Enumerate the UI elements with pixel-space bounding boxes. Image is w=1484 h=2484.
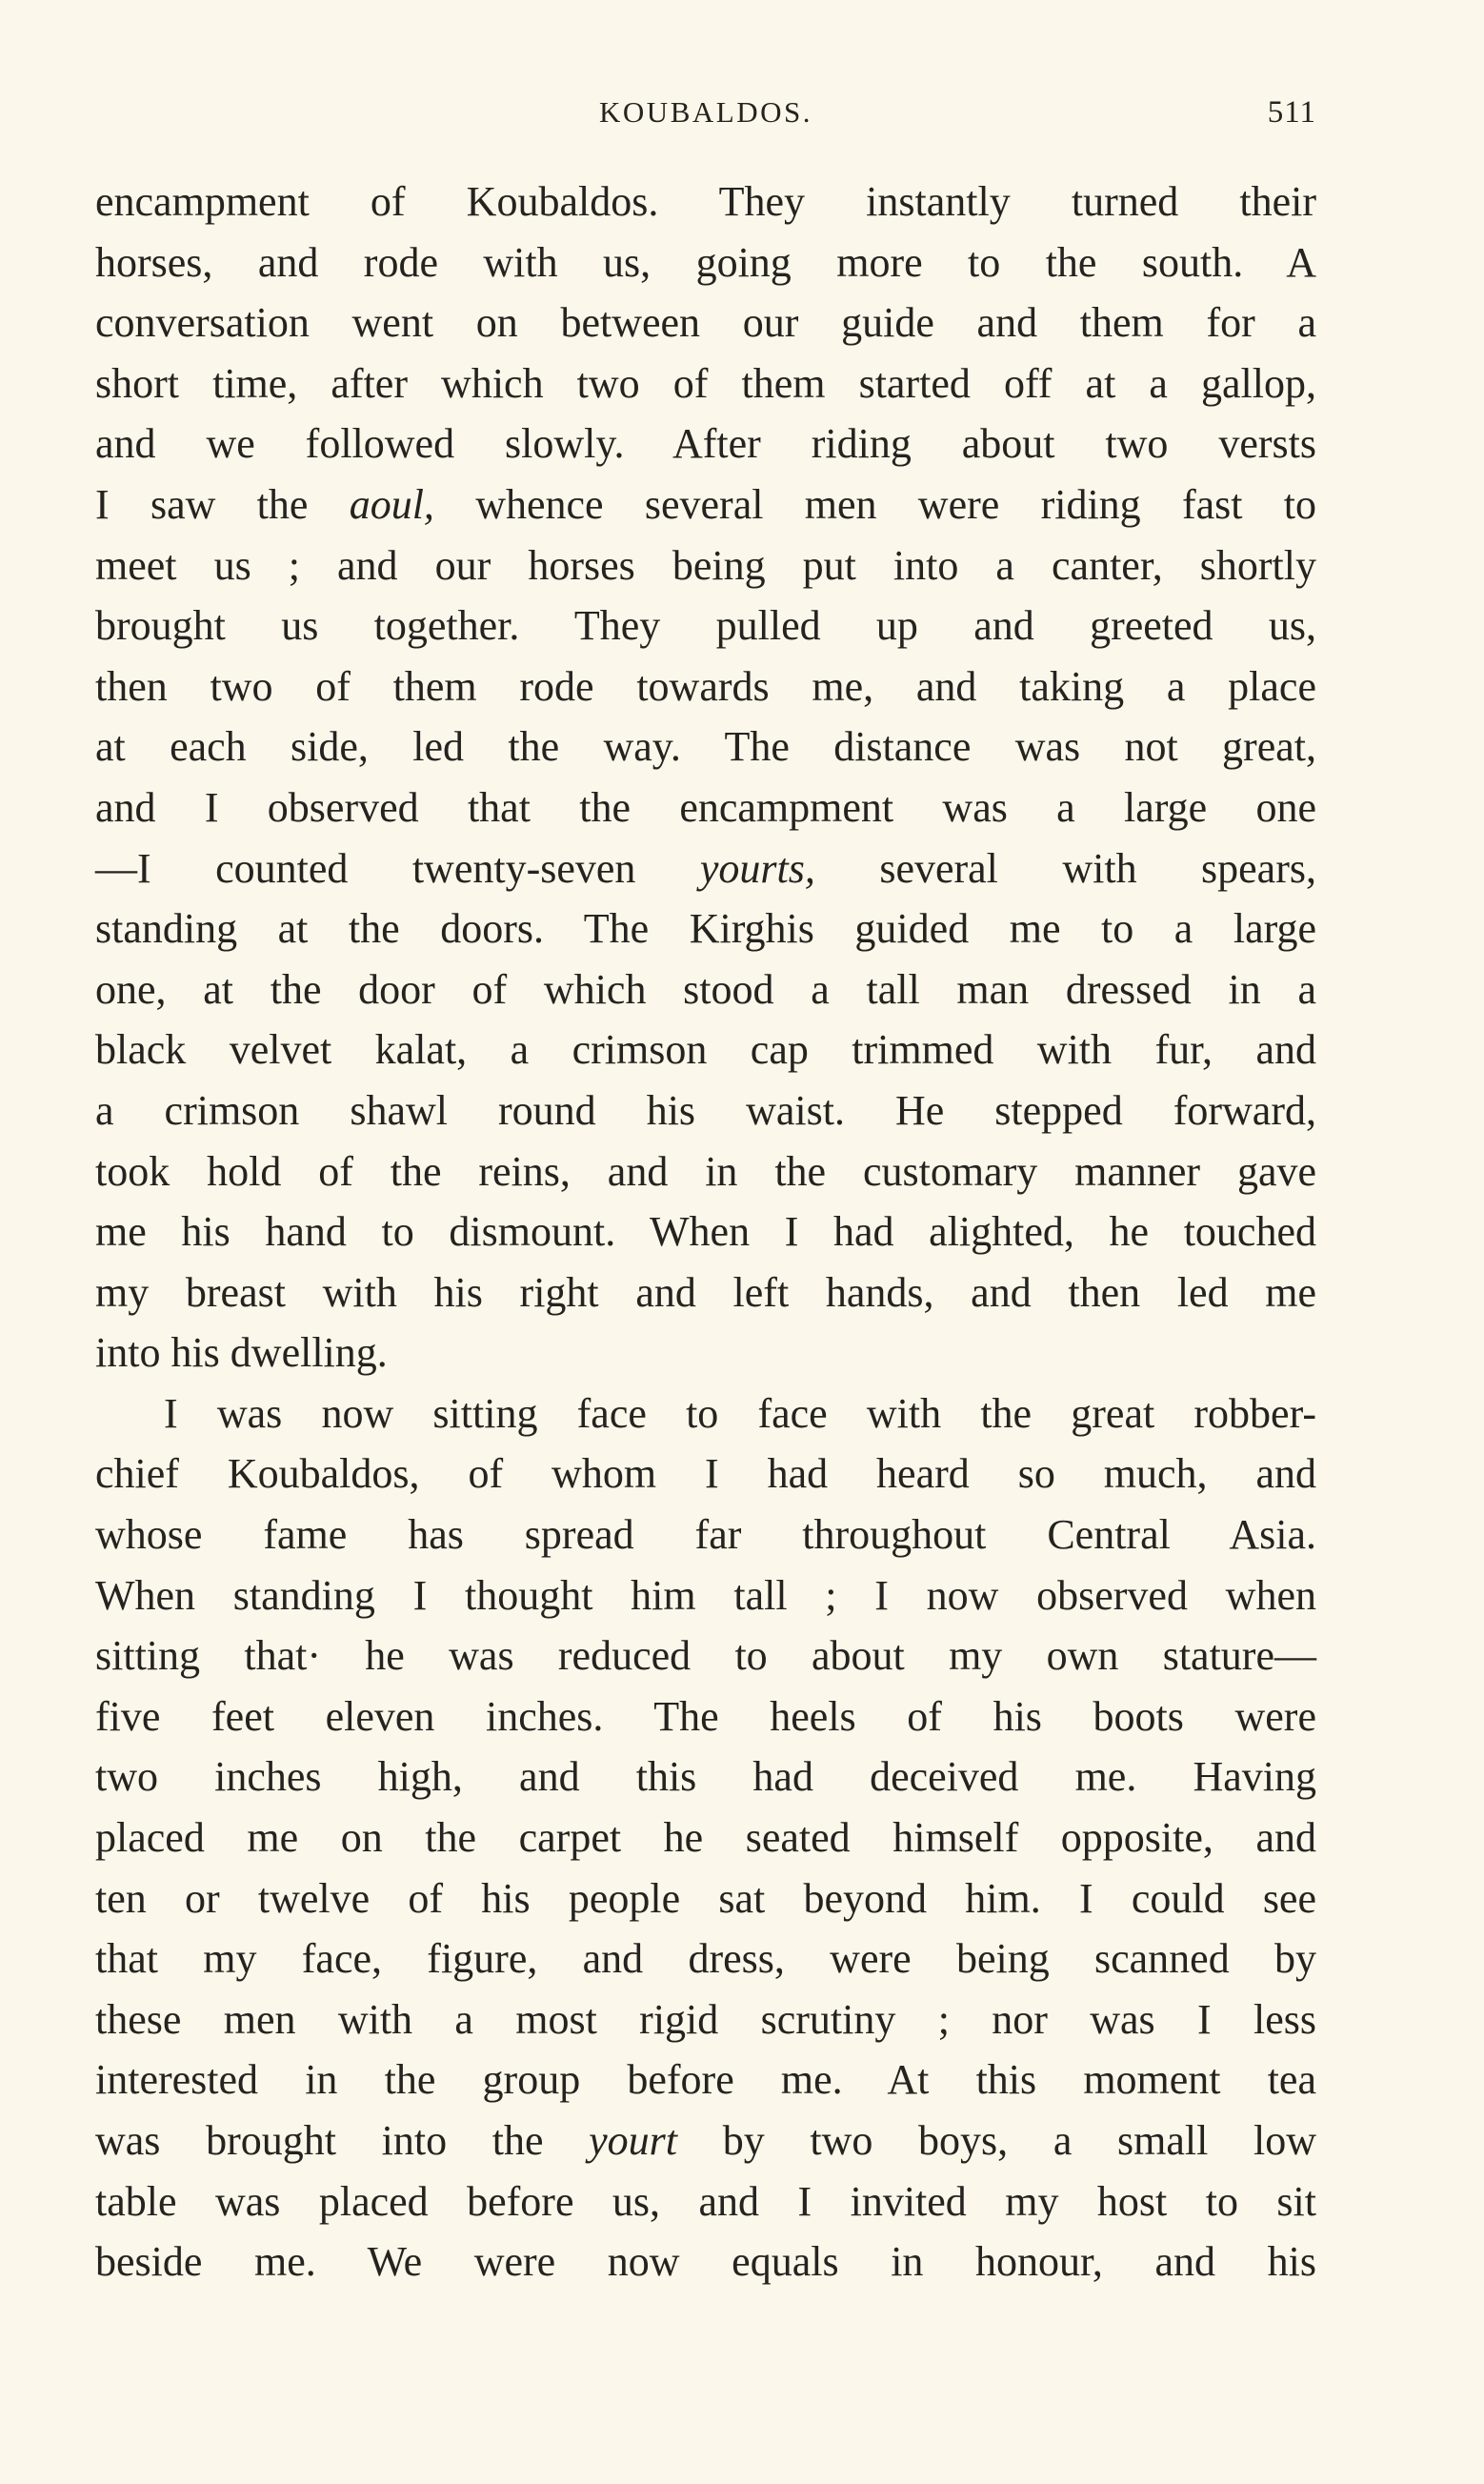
text-line: When standing I thought him tall ; I now observed when <box>95 1571 1316 1619</box>
text-line: brought us together. They pulled up and greeted us, <box>95 602 1316 650</box>
italic-word: yourts, <box>699 844 815 892</box>
text-line: meet us ; and our horses being put into a canter, shortly <box>95 541 1316 589</box>
text-line: took hold of the reins, and in the customary manner gave <box>95 1147 1316 1195</box>
text-line: a crimson shawl round his waist. He stepped forward, <box>95 1086 1316 1134</box>
text-line: table was placed before us, and I invited my host to sit <box>95 2177 1316 2225</box>
text-line: standing at the doors. The Kirghis guided me to a large <box>95 905 1316 953</box>
text-line: beside me. We were now equals in honour, and his <box>95 2238 1316 2286</box>
text-line: into his dwelling. <box>95 1329 388 1377</box>
text-line: five feet eleven inches. The heels of his boots were <box>95 1692 1316 1740</box>
text-line: horses, and rode with us, going more to the south. A <box>95 238 1316 286</box>
text-line: my breast with his right and left hands, and then led me <box>95 1268 1316 1316</box>
text-line: and we followed slowly. After riding about two versts <box>95 420 1316 468</box>
text-line: ten or twelve of his people sat beyond him. I could see <box>95 1874 1316 1922</box>
text-line: was brought into the yourt by two boys, a small low <box>95 2117 1316 2164</box>
body-text <box>95 172 1316 2292</box>
text-line: I was now sitting face to face with the great robber- <box>164 1389 1316 1437</box>
text-line: black velvet kalat, a crimson cap trimmed with fur, and <box>95 1026 1316 1074</box>
italic-word: aoul, <box>349 480 434 528</box>
text-line: and I observed that the encampment was a large one <box>95 783 1316 831</box>
text-line: whose fame has spread far throughout Central Asia. <box>95 1511 1316 1559</box>
text-line: placed me on the carpet he seated himself opposite, and <box>95 1814 1316 1862</box>
text-line: these men with a most rigid scrutiny ; nor was I less <box>95 1995 1316 2043</box>
text-line: me his hand to dismount. When I had alighted, he touched <box>95 1208 1316 1256</box>
text-line: conversation went on between our guide and them for a <box>95 299 1316 347</box>
text-line: then two of them rode towards me, and taking a place <box>95 662 1316 710</box>
text-line: —I counted twenty-seven yourts, several with spears, <box>95 844 1316 892</box>
page-number: 511 <box>1267 95 1316 130</box>
text-line: one, at the door of which stood a tall man dressed in a <box>95 965 1316 1013</box>
running-head <box>95 95 1316 139</box>
text-line: two inches high, and this had deceived me. Having <box>95 1753 1316 1801</box>
text-line: that my face, figure, and dress, were being scanned by <box>95 1935 1316 1983</box>
text-line: encampment of Koubaldos. They instantly turned their <box>95 178 1316 225</box>
text-line: I saw the aoul, whence several men were riding fast to <box>95 480 1316 528</box>
running-title: KOUBALDOS. <box>599 95 812 129</box>
text-line: at each side, led the way. The distance was not great, <box>95 723 1316 771</box>
text-line: interested in the group before me. At this moment tea <box>95 2056 1316 2104</box>
text-line: sitting that· he was reduced to about my own stature— <box>95 1632 1316 1680</box>
text-line: chief Koubaldos, of whom I had heard so much, and <box>95 1450 1316 1498</box>
text-line: short time, after which two of them started off at a gallop, <box>95 359 1316 407</box>
italic-word: yourt <box>589 2117 678 2164</box>
